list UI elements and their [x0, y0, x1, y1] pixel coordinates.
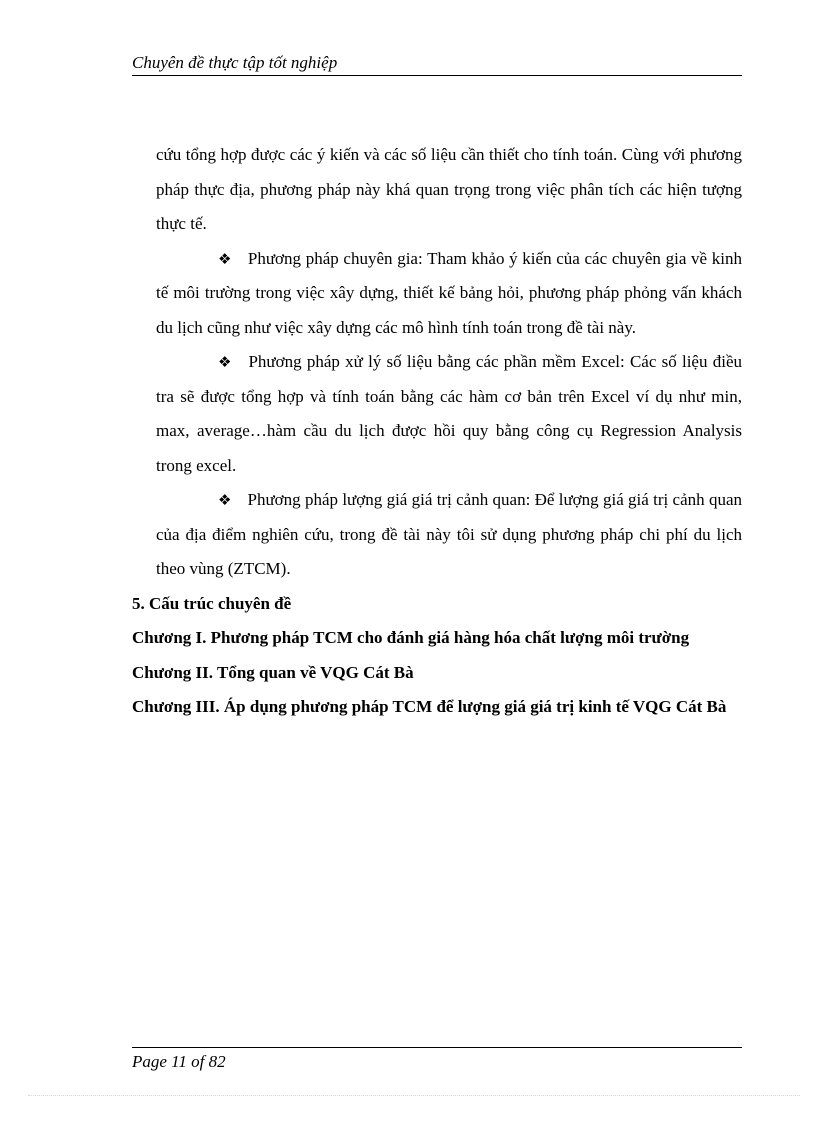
- page-number: Page 11 of 82: [132, 1052, 226, 1071]
- diamond-bullet-icon: ❖: [218, 491, 232, 509]
- chapter-2-heading: Chương II. Tổng quan về VQG Cát Bà: [132, 662, 414, 682]
- page-body: [132, 138, 742, 725]
- bullet-text: Phương pháp chuyên gia: Tham khảo ý kiến của các chuyên gia về kinh tế môi trường trong việc xây dựng, thiết kế bảng hỏi, phương pháp phỏng vấn khách du lịch cũng như việc xây dựng các mô hình tính toán trong đề tài này.: [156, 248, 742, 337]
- chapter-3-heading: Chương III. Áp dụng phương pháp TCM để lượng giá giá trị kinh tế VQG Cát Bà: [132, 697, 727, 716]
- page-header: [132, 52, 742, 76]
- bullet-paragraph-valuation: [132, 483, 742, 587]
- intro-paragraph: cứu tổng hợp được các ý kiến và các số liệu cần thiết cho tính toán. Cùng với phương pháp thực địa, phương pháp này khá quan trọng trong việc phân tích các hiện tượng thực tế.: [156, 145, 742, 233]
- section-heading: 5. Cấu trúc chuyên đề: [132, 593, 292, 613]
- page-footer: [132, 1047, 742, 1073]
- bullet-paragraph-expert: [132, 242, 742, 346]
- page-bottom-divider: [28, 1095, 800, 1096]
- diamond-bullet-icon: ❖: [218, 249, 232, 268]
- bullet-text: Phương pháp lượng giá giá trị cảnh quan: Để lượng giá giá trị cảnh quan của địa điểm nghiên cứu, trong đề tài này tôi sử dụng phương pháp chi phí du lịch theo vùng (ZTCM).: [156, 490, 742, 578]
- chapter-1-heading: Chương I. Phương pháp TCM cho đánh giá hàng hóa chất lượng môi trường: [132, 628, 690, 647]
- bullet-paragraph-excel: [132, 345, 742, 483]
- diamond-bullet-icon: ❖: [218, 353, 233, 371]
- header-title: Chuyên đề thực tập tốt nghiệp: [132, 53, 338, 72]
- bullet-text: Phương pháp xử lý số liệu bằng các phần mềm Excel: Các số liệu điều tra sẽ được tổng hợp và tính toán bằng các hàm cơ bản trên Excel ví dụ như min, max, average…hàm cầu du lịch được hồi quy bằng công cụ Regression Analysis trong excel.: [156, 352, 742, 475]
